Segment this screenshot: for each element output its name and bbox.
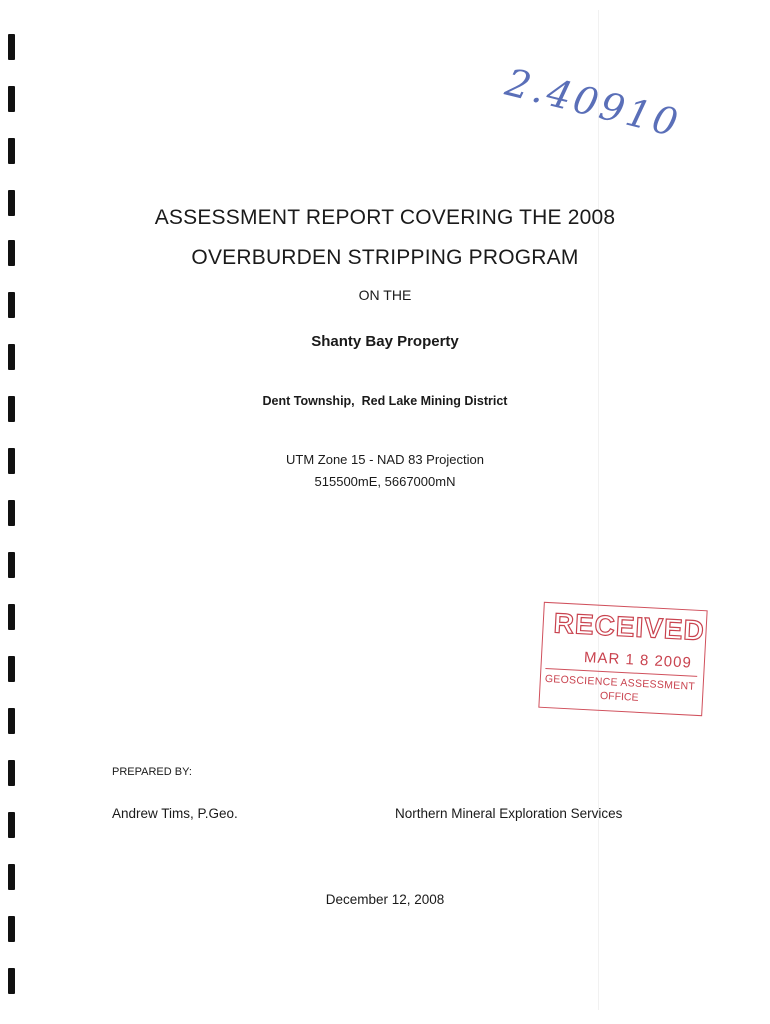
prepared-by-label: PREPARED BY: <box>112 766 192 778</box>
binding-mark <box>8 604 15 630</box>
received-stamp <box>538 602 707 716</box>
report-title-line2: OVERBURDEN STRIPPING PROGRAM <box>191 246 579 269</box>
report-date: December 12, 2008 <box>325 892 445 907</box>
binding-mark <box>8 916 15 942</box>
stamp-office-line2: OFFICE <box>599 689 639 704</box>
binding-mark <box>8 656 15 682</box>
organization-name: Northern Mineral Exploration Services <box>395 806 623 821</box>
binding-mark <box>8 34 15 60</box>
stamp-received-text: RECEIVED <box>552 607 706 647</box>
stamp-date: MAR 1 8 2009 <box>583 648 693 672</box>
author-name: Andrew Tims, P.Geo. <box>112 806 238 821</box>
utm-coordinates: 515500mE, 5667000mN <box>314 474 456 489</box>
binding-mark <box>8 760 15 786</box>
handwritten-file-number: 2.40910 <box>501 60 685 146</box>
report-title-on-the: ON THE <box>358 287 412 303</box>
binding-mark <box>8 812 15 838</box>
binding-mark <box>8 86 15 112</box>
page-fold-line <box>598 10 599 1010</box>
binding-mark <box>8 500 15 526</box>
binding-mark <box>8 138 15 164</box>
binding-mark <box>8 864 15 890</box>
location: Dent Township, Red Lake Mining District <box>262 394 508 408</box>
stamp-office-line1: GEOSCIENCE ASSESSMENT <box>544 672 696 693</box>
binding-mark <box>8 552 15 578</box>
report-title-line1: ASSESSMENT REPORT COVERING THE 2008 <box>154 206 616 229</box>
property-name: Shanty Bay Property <box>311 333 459 350</box>
binding-mark <box>8 968 15 994</box>
utm-projection: UTM Zone 15 - NAD 83 Projection <box>286 452 484 467</box>
binding-mark <box>8 708 15 734</box>
